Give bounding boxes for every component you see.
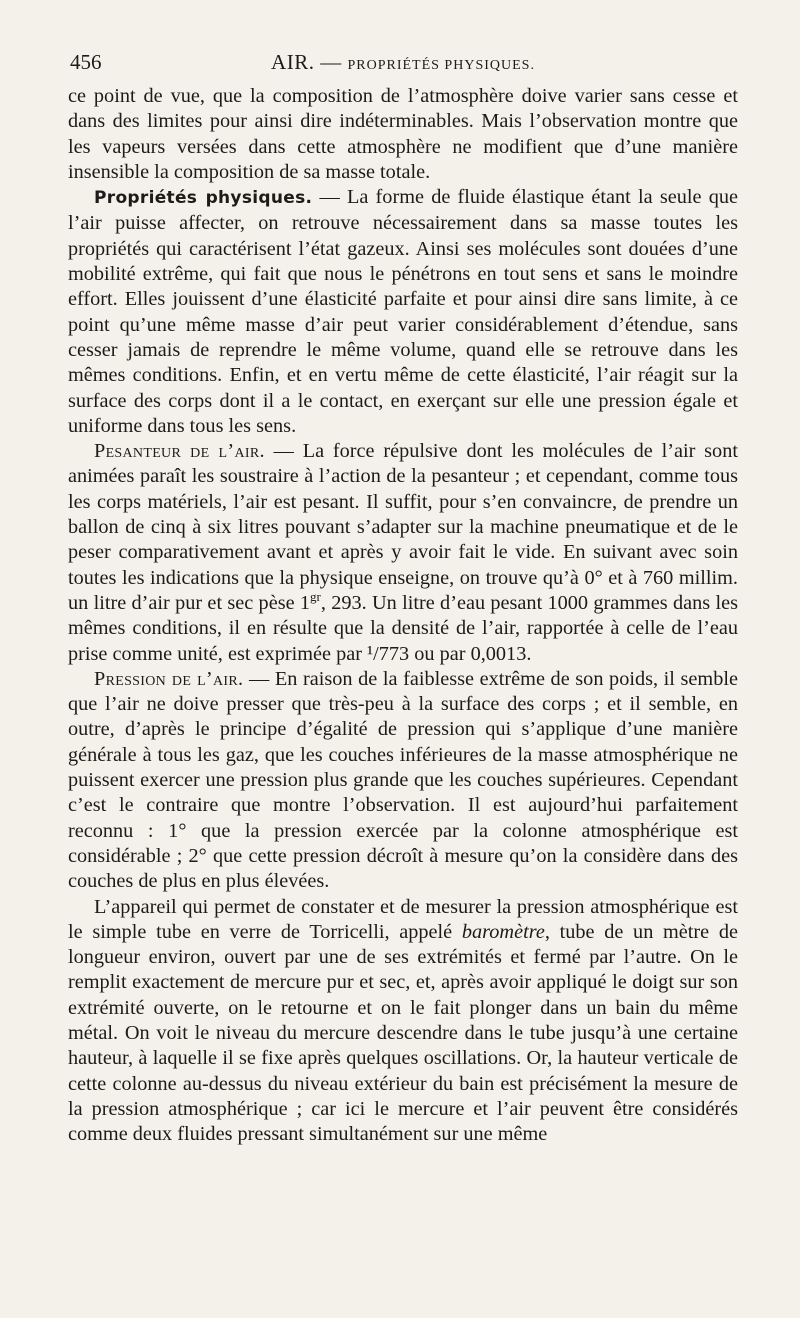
paragraph-pression — [68, 667, 738, 895]
paragraph-pesanteur-text-a: — La force répulsive dont les molécules de l’air sont animées paraît les soustraire à l’action de la pesanteur ; et cependant, comme tous les corps matériels, l’air est pesant. Il suffit, pour s’en convaincre, de prendre un ballon de cinq à six litres pouvant s’adapter sur la machine pneumatique et de le peser comparativement avant et après y avoir fait le vide. En suivant avec soin toutes les indications que la physique enseigne, on trouve qu’à 0° et à 760 millim. un litre d’air pur et sec pèse 1 — [68, 440, 738, 614]
section-heading-pesanteur: Pesanteur de l’air. — [94, 440, 265, 463]
page-header — [68, 46, 738, 82]
running-head-dash: — — [314, 50, 348, 74]
paragraph-barometre-text-b: , tube de un mètre de longueur environ, ouvert par une de ses extrémités et fermé par l’autre. On le remplit exactement de mercure pur et sec, et, après avoir appliqué le doigt sur son extrémité ouverte, on le retourne et on le fait plonger dans un bain du même métal. On voit le niveau du mercure descendre dans le tube jusqu’à une certaine hauteur, à laquelle il se fixe après quelques oscillations. Or, la hauteur verticale de cette colonne au-dessus du niveau extérieur du bain est précisément la mesure de la pression atmosphérique ; car ici le mercure et l’air peuvent être considérés comme deux fluides pressant simultanément sur une même — [68, 920, 739, 1146]
page-number: 456 — [70, 50, 102, 74]
barometre-term: baromètre — [461, 920, 545, 943]
paragraph-pesanteur-text-b: , 293. Un litre d’eau pesant 1000 grammes dans les mêmes conditions, il en résulte que la densité de l’air, rapportée à celle de l’eau prise comme unité, est exprimée par ¹/773 ou par 0,0013. — [68, 591, 738, 665]
body-text — [68, 84, 738, 1147]
section-heading-proprietes: Propriétés physiques. — [94, 188, 313, 209]
paragraph-proprietes — [68, 185, 738, 439]
running-head-sub: PROPRIÉTÉS PHYSIQUES. — [347, 58, 535, 73]
paragraph-continuation: ce point de vue, que la composition de l’atmosphère doive varier sans cesse et dans des limites pour ainsi dire indéterminables. Mais l’observation montre que les vapeurs versées dans cette atmosphère ne modifient que d’une manière insensible la composition de sa masse totale. — [68, 85, 738, 183]
gram-superscript: gr — [310, 589, 321, 605]
paragraph-pression-text: — En raison de la faiblesse extrême de son poids, il semble que l’air ne doive presser que très-peu à la surface des corps ; et il semble, en outre, d’après le principe d’égalité de pression qui s’applique d’une manière générale à tous les gaz, que les couches inférieures de la masse atmosphérique ne puissent exercer une pression plus grande que les couches supérieures. Cependant c’est le contraire que montre l’observation. Il est aujourd’hui parfaitement reconnu : 1° que la pression exercée par la colonne atmosphérique est considérable ; 2° que cette pression décroît à mesure qu’on la considère dans des couches de plus en plus élevées. — [68, 667, 738, 893]
paragraph-barometre-text-a: L’appareil qui permet de constater et de mesurer la pression atmosphérique est le simple tube en verre de Torricelli, appelé — [68, 895, 738, 943]
section-heading-pression: Pression de l’air. — [94, 667, 244, 690]
running-head-main: AIR. — [271, 50, 315, 74]
paragraph-proprietes-text: — La forme de fluide élastique étant la seule que l’air puisse affecter, on retrouve nécessairement dans sa masse toutes les propriétés qui caractérisent l’état gazeux. Ainsi ses molécules sont douées d’une mobilité extrême, qui fait que nous le pénétrons en tout sens et sans le moindre effort. Elles jouissent d’une élasticité parfaite et pour ainsi dire sans limite, à ce point qu’une même masse d’air peut varier considérablement d’étendue, sans cesser jamais de reprendre le même volume, quand elle se retrouve dans les mêmes conditions. Enfin, et en vertu même de cette élasticité, l’air réagit sur la surface des corps dont il a le contact, en exerçant sur elle une pression égale et uniforme dans tous les sens. — [68, 186, 738, 437]
paragraph-barometre — [68, 895, 738, 1148]
paragraph-pesanteur — [68, 439, 738, 667]
running-head — [68, 50, 738, 75]
